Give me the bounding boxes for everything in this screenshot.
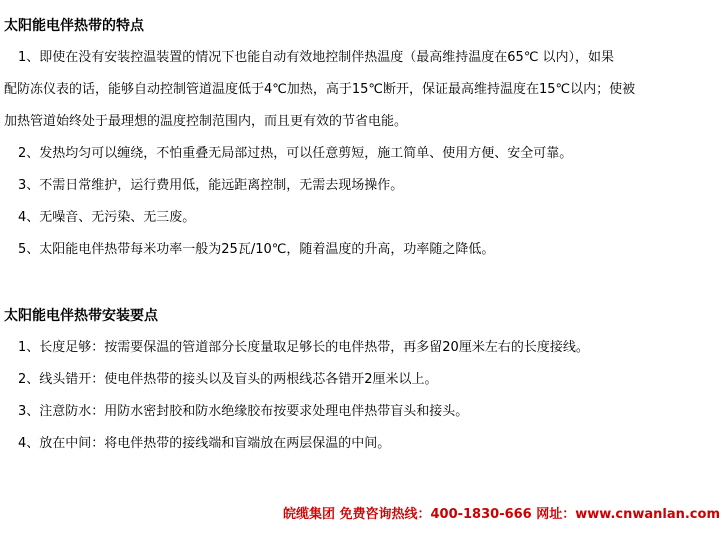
section2-line-2: 2、线头错开：使电伴热带的接头以及盲头的两根线芯各错开2厘米以上。 [18, 372, 438, 387]
section1-line-5: 3、不需日常维护，运行费用低，能远距离控制，无需去现场操作。 [18, 178, 404, 193]
section2-title: 太阳能电伴热带安装要点 [4, 308, 158, 324]
section1-line-7: 5、太阳能电伴热带每米功率一般为25瓦/10℃，随着温度的升高，功率随之降低。 [18, 242, 495, 257]
section1-line-4: 2、发热均匀可以缠绕，不怕重叠无局部过热，可以任意剪短，施工简单、使用方便、安全可靠。 [18, 146, 573, 161]
section1-line-2: 配防冻仪表的话，能够自动控制管道温度低于4℃加热，高于15℃断开，保证最高维持温度在15℃以内；使被 [4, 82, 636, 97]
section1-title: 太阳能电伴热带的特点 [4, 18, 144, 34]
footer-hotline: 皖缆集团 免费咨询热线：400-1830-666 网址：www.cnwanlan.com [282, 507, 720, 522]
section1-line-3: 加热管道始终处于最理想的温度控制范围内，而且更有效的节省电能。 [4, 114, 408, 129]
section1-line-6: 4、无噪音、无污染、无三废。 [18, 210, 196, 225]
section2-line-4: 4、放在中间：将电伴热带的接线端和盲端放在两层保温的中间。 [18, 436, 391, 451]
section2-line-3: 3、注意防水：用防水密封胶和防水绝缘胶布按要求处理电伴热带盲头和接头。 [18, 404, 469, 419]
section2-line-1: 1、长度足够：按需要保温的管道部分长度量取足够长的电伴热带，再多留20厘米左右的长度接线。 [18, 340, 589, 355]
section1-line-1: 1、即使在没有安装控温装置的情况下也能自动有效地控制伴热温度（最高维持温度在65℃ 以内），如果 [18, 50, 615, 65]
